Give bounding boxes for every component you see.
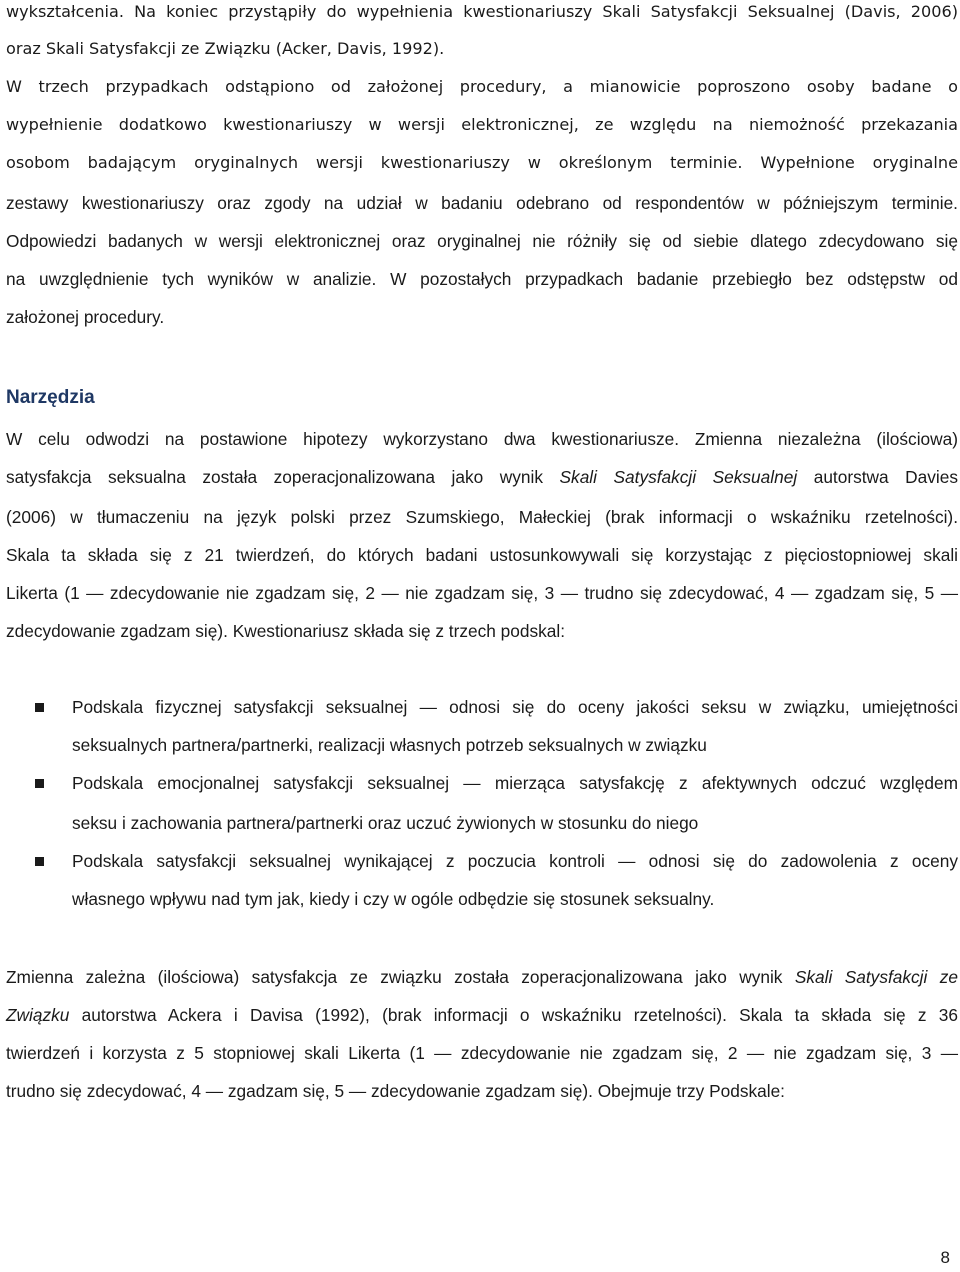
text-line: założonej procedury. bbox=[6, 307, 165, 327]
text-line-mixed bbox=[6, 1004, 958, 1026]
section-heading: Narzędzia bbox=[6, 387, 95, 408]
italic-title: Skali Satysfakcji Seksualnej bbox=[559, 467, 798, 487]
text-run: autorstwa Davies bbox=[797, 467, 958, 487]
text-line: trudno się zdecydować, 4 — zgadzam się, 5 — zdecydowanie zgadzam się). Obejmuje trzy Podskale: bbox=[6, 1081, 785, 1101]
text-line: wypełnienie dodatkowo kwestionariuszy w wersji elektronicznej, ze względu na niemożność przekazania bbox=[6, 115, 958, 134]
bullet-text-line: Podskala satysfakcji seksualnej wynikającej z poczucia kontroli — odnosi się do zadowolenia z oceny bbox=[72, 851, 958, 871]
text-line: (2006) w tłumaczeniu na język polski przez Szumskiego, Małeckiej (brak informacji o wskaźniku rzetelności). bbox=[6, 507, 958, 527]
bullet-marker bbox=[35, 703, 44, 712]
text-line: wykształcenia. Na koniec przystąpiły do wypełnienia kwestionariuszy Skali Satysfakcji Seksualnej (Davis, 2006) bbox=[6, 2, 958, 21]
text-run: satysfakcja seksualna została zoperacjonalizowana jako wynik bbox=[6, 467, 560, 487]
text-line: twierdzeń i korzysta z 5 stopniowej skali Likerta (1 — zdecydowanie nie zgadzam się, 2 — nie zgadzam się, 3 — bbox=[6, 1043, 958, 1063]
text-line: osobom badającym oryginalnych wersji kwestionariuszy w określonym terminie. Wypełnione oryginalne bbox=[6, 153, 958, 172]
bullet-text-line: Podskala emocjonalnej satysfakcji seksualnej — mierząca satysfakcję z afektywnych odczuć względem bbox=[72, 773, 958, 793]
text-line: zestawy kwestionariuszy oraz zgody na udział w badaniu odebrano od respondentów w późniejszym terminie. bbox=[6, 193, 958, 213]
bullet-text-line: seksualnych partnera/partnerki, realizacji własnych potrzeb seksualnych w związku bbox=[72, 735, 707, 755]
text-line: Likerta (1 — zdecydowanie nie zgadzam się, 2 — nie zgadzam się, 3 — trudno się zdecydować, 4 — zgadzam się, 5 — bbox=[6, 583, 958, 603]
italic-title: Skali Satysfakcji ze bbox=[794, 967, 958, 987]
bullet-marker bbox=[35, 857, 44, 866]
text-line-mixed bbox=[6, 466, 958, 488]
bullet-marker bbox=[35, 779, 44, 788]
text-line: na uwzględnienie tych wyników w analizie. W pozostałych przypadkach badanie przebiegło bez odstępstw od bbox=[6, 269, 958, 289]
text-line: Odpowiedzi badanych w wersji elektronicznej oraz oryginalnej nie różniły się od siebie dlatego zdecydowano się bbox=[6, 231, 958, 251]
text-line: W celu odwodzi na postawione hipotezy wykorzystano dwa kwestionariusze. Zmienna niezależna (ilościowa) bbox=[6, 429, 958, 449]
italic-title: Związku bbox=[6, 1005, 70, 1025]
text-line: Skala ta składa się z 21 twierdzeń, do których badani ustosunkowywali się korzystając z pięciostopniowej skali bbox=[6, 545, 958, 565]
text-run: Zmienna zależna (ilościowa) satysfakcja ze związku została zoperacjonalizowana jako wynik bbox=[6, 967, 795, 987]
text-line: oraz Skali Satysfakcji ze Związku (Acker, Davis, 1992). bbox=[6, 39, 445, 58]
text-line: zdecydowanie zgadzam się). Kwestionariusz składa się z trzech podskal: bbox=[6, 621, 566, 641]
bullet-text-line: własnego wpływu nad tym jak, kiedy i czy w ogóle odbędzie się stosunek seksualny. bbox=[72, 889, 715, 909]
text-run: autorstwa Ackera i Davisa (1992), (brak informacji o wskaźniku rzetelności). Skala ta składa się z 36 bbox=[69, 1005, 958, 1025]
bullet-text-line: Podskala fizycznej satysfakcji seksualnej — odnosi się do oceny jakości seksu w związku, umiejętności bbox=[72, 697, 958, 717]
text-line: W trzech przypadkach odstąpiono od założonej procedury, a mianowicie poproszono osoby badane o bbox=[6, 77, 958, 96]
bullet-text-line: seksu i zachowania partnera/partnerki oraz uczuć żywionych w stosunku do niego bbox=[72, 813, 699, 833]
text-line-mixed bbox=[6, 966, 958, 988]
page-number: 8 bbox=[940, 1248, 950, 1267]
